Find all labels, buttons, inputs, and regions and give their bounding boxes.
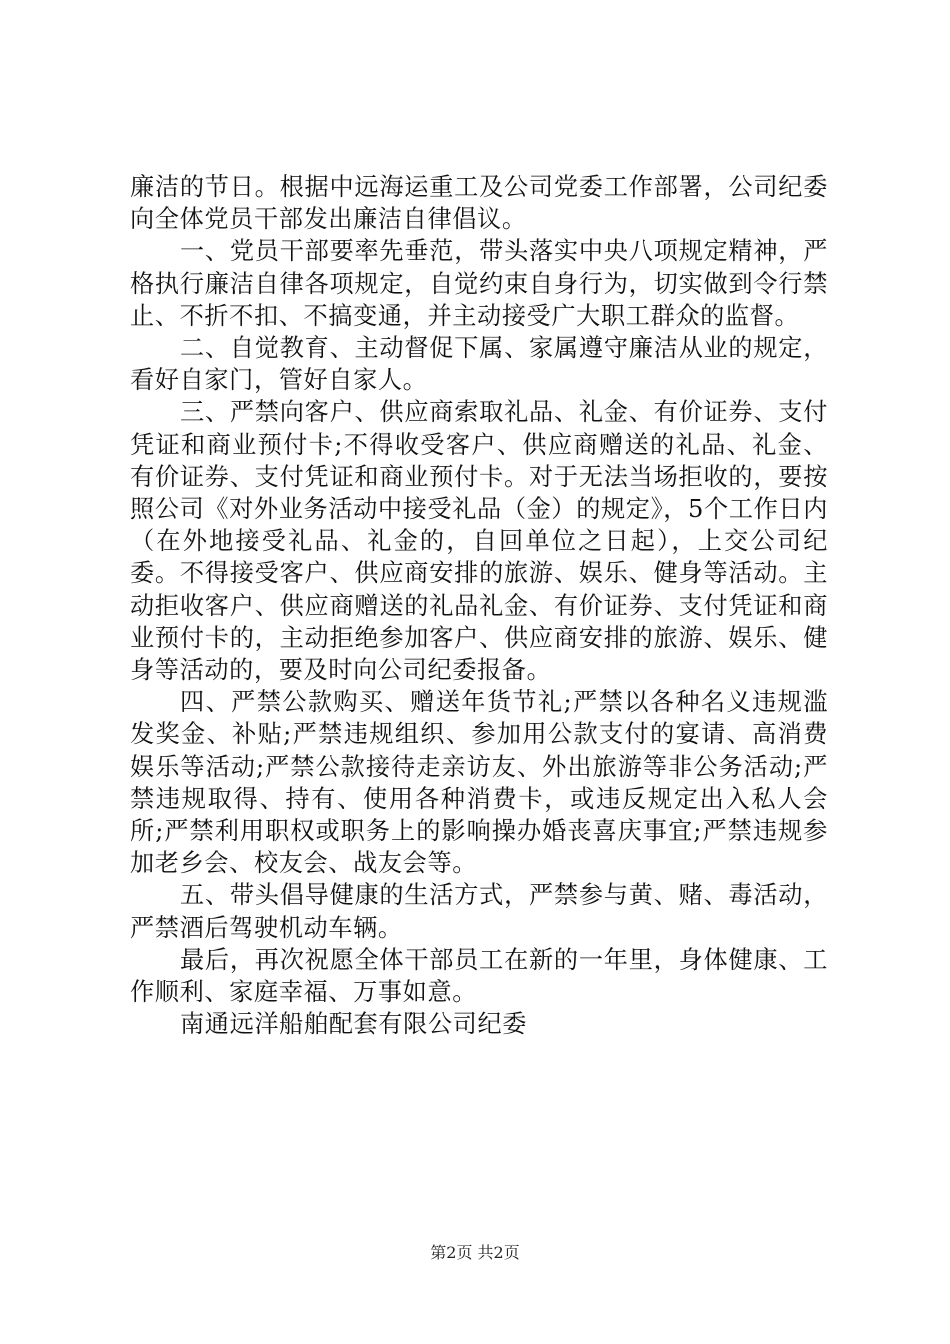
- paragraph-closing: 最后，再次祝愿全体干部员工在新的一年里，身体健康、工作顺利、家庭幸福、万事如意。: [130, 945, 828, 1007]
- paragraph-item-1: 一、党员干部要率先垂范，带头落实中央八项规定精神，严格执行廉洁自律各项规定，自觉约束自身行为，切实做到令行禁止、不折不扣、不搞变通，并主动接受广大职工群众的监督。: [130, 237, 828, 330]
- document-body: [130, 171, 828, 1040]
- paragraph-item-3: 三、严禁向客户、供应商索取礼品、礼金、有价证券、支付凭证和商业预付卡;不得收受客户、供应商赠送的礼品、礼金、有价证券、支付凭证和商业预付卡。对于无法当场拒收的，要按照公司《对外业务活动中接受礼品（金）的规定》，5个工作日内（在外地接受礼品、礼金的，自回单位之日起），上交公司纪委。不得接受客户、供应商安排的旅游、娱乐、健身等活动。主动拒收客户、供应商赠送的礼品礼金、有价证券、支付凭证和商业预付卡的，主动拒绝参加客户、供应商安排的旅游、娱乐、健身等活动的，要及时向公司纪委报备。: [130, 398, 828, 685]
- paragraph-item-5: 五、带头倡导健康的生活方式，严禁参与黄、赌、毒活动，严禁酒后驾驶机动车辆。: [130, 881, 828, 942]
- paragraph-intro: 廉洁的节日。根据中远海运重工及公司党委工作部署，公司纪委向全体党员干部发出廉洁自律倡议。: [130, 173, 828, 234]
- paragraph-item-2: 二、自觉教育、主动督促下属、家属遵守廉洁从业的规定，看好自家门，管好自家人。: [130, 334, 828, 395]
- page-footer: [0, 1243, 950, 1263]
- page-number-label: 第2页 共2页: [430, 1243, 520, 1262]
- signature-line: 南通远洋船舶配套有限公司纪委: [180, 1010, 528, 1039]
- paragraph-item-4: 四、严禁公款购买、赠送年货节礼;严禁以各种名义违规滥发奖金、补贴;严禁违规组织、参加用公款支付的宴请、高消费娱乐等活动;严禁公款接待走亲访友、外出旅游等非公务活动;严禁违规取得、持有、使用各种消费卡，或违反规定出入私人会所;严禁利用职权或职务上的影响操办婚丧喜庆事宜;严禁违规参加老乡会、校友会、战友会等。: [130, 688, 828, 878]
